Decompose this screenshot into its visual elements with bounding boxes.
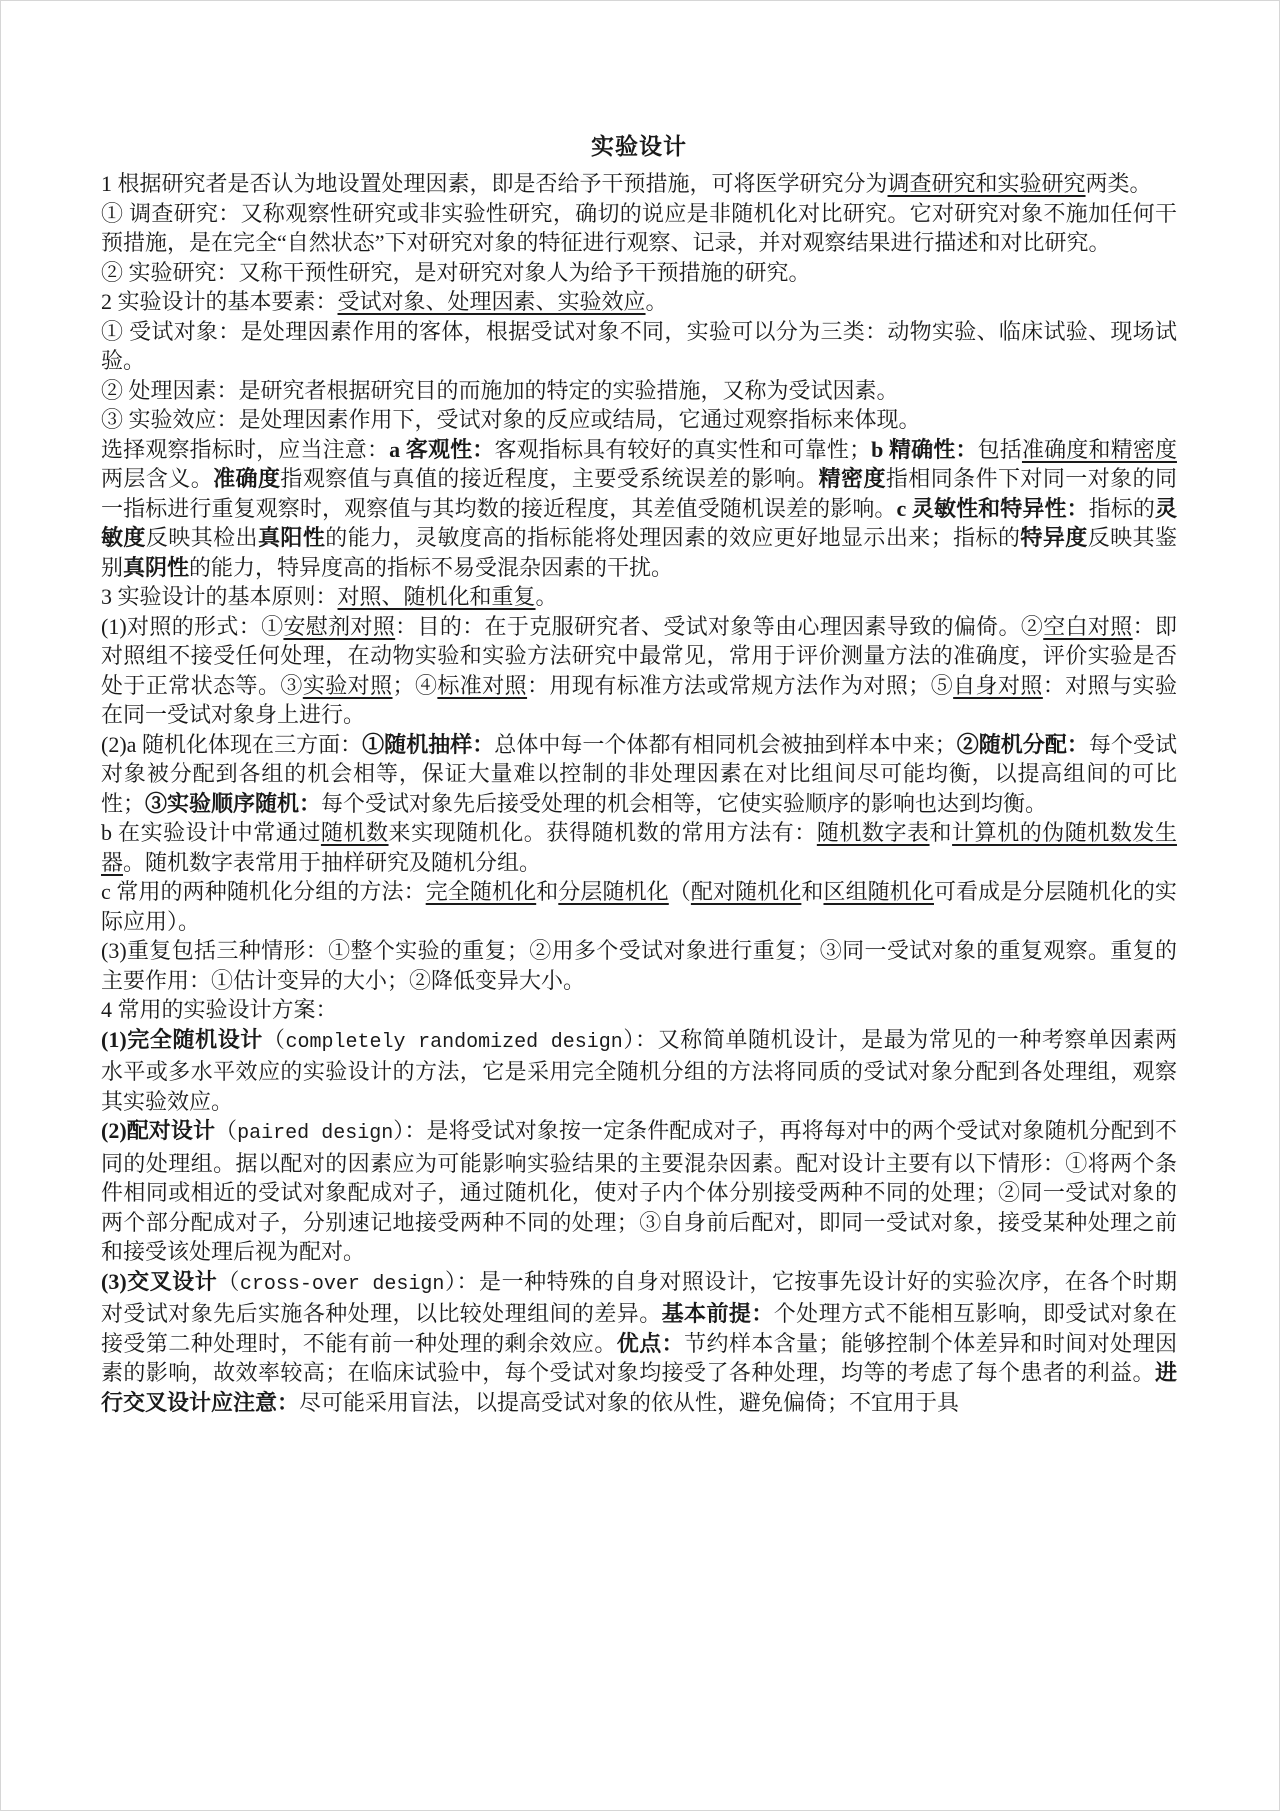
text-run: a 客观性： (389, 436, 495, 462)
paragraph-17 (101, 1116, 1177, 1267)
text-run: ：目的：在于克服研究者、受试对象等由心理因素导致的偏倚。② (395, 613, 1044, 639)
text-run: ；④ (392, 672, 438, 698)
text-run: (3)重复包括三种情形：①整个实验的重复；②用多个受试对象进行重复；③同一受试对象的重复观察。重复的主要作用：①估计变异的大小；②降低变异大小。 (101, 938, 1177, 993)
text-run: 准确度 (213, 466, 281, 491)
text-run: 调查研究和实验研究 (887, 171, 1086, 196)
text-run: completely randomized design (285, 1030, 623, 1054)
text-run: 包括 (977, 436, 1022, 462)
text-run: 和 (801, 879, 824, 904)
text-run: 精密度 (818, 466, 886, 491)
paragraph-12 (101, 818, 1177, 877)
text-run: ① 调查研究：又称观察性研究或非实验性研究，确切的说应是非随机化对比研究。它对研究对象不施加任何干预措施，是在完全“自然状态”下对研究对象的特征进行观察、记录，并对观察结果进行描述和对比研究。 (101, 200, 1177, 255)
paragraph-2 (101, 199, 1177, 258)
text-run: 。随机数字表常用于抽样研究及随机分组。 (123, 849, 542, 875)
text-run: (2)配对设计 (101, 1118, 216, 1143)
text-run: 选择观察指标时，应当注意： (101, 436, 390, 462)
text-run: 灵敏度 (101, 495, 1177, 550)
text-run: （ (215, 1118, 238, 1143)
text-run: 空白对照 (1043, 613, 1133, 639)
text-run: cross-over design (239, 1272, 445, 1296)
paragraph-10 (101, 612, 1177, 730)
text-run: paired design (237, 1122, 394, 1145)
text-run: 1 根据研究者是否认为地设置处理因素，即是否给予干预措施，可将医学研究分为 (101, 171, 888, 196)
paragraph-13 (101, 877, 1177, 936)
text-run: 的能力，灵敏度高的指标能将处理因素的效应更好地显示出来；指标的 (325, 525, 1021, 550)
paragraph-15 (101, 995, 1177, 1025)
text-run: ）：是将受试对象按一定条件配成对子，再将每对中的两个受试对象随机分配到不同的处理组。据以配对的因素应为可能影响实验结果的主要混杂因素。配对设计主要有以下情形：①将两个条件相同或相近的受试对象配成对子，通过随机化，使对子内个体分别接受两种不同的处理；②同一受试对象的两个部分配成对子，分别速记地接受两种不同的处理；③自身前后配对，即同一受试对象，接受某种处理之前和接受该处理后视为配对。 (101, 1118, 1177, 1264)
text-run: 来实现随机化。获得随机数的常用方法有： (388, 820, 817, 845)
text-run: ③实验顺序随机： (145, 790, 322, 816)
text-run: 基本前提： (661, 1301, 774, 1326)
paragraph-3 (101, 258, 1177, 288)
text-run: ）：是一种特殊的自身对照设计，它按事先设计好的实验次序，在各个时期对受试对象先后实施各种处理，以比较处理组间的差异。 (101, 1268, 1177, 1326)
text-run: 分层随机化 (558, 879, 669, 904)
text-run: 可看成是分层随机化的实际应用）。 (101, 879, 1177, 934)
text-run: 的能力，特异度高的指标不易受混杂因素的干扰。 (189, 554, 674, 580)
paragraph-11 (101, 730, 1177, 819)
text-run: （ (668, 879, 691, 904)
text-run: 。 (645, 289, 668, 314)
text-run: 反映其检出 (145, 525, 258, 550)
text-run: 个处理方式不能相互影响，即受试对象在接受第二种处理时，不能有前一种处理的剩余效应。 (101, 1301, 1177, 1356)
text-run: 标准对照 (437, 672, 528, 698)
text-run: 随机数 (320, 820, 389, 845)
text-run: 和 (536, 879, 559, 904)
text-run: 准确度和精密度 (1021, 436, 1177, 462)
paragraph-16 (101, 1025, 1177, 1117)
text-run: 两类。 (1085, 171, 1152, 196)
text-run: 完全随机化 (425, 879, 537, 904)
paragraph-4 (101, 287, 1177, 317)
text-run: ：用现有标准方法或常规方法作为对照；⑤ (527, 672, 954, 698)
text-run: 总体中每一个体都有相同机会被抽到样本中来； (494, 731, 957, 757)
text-run: 客观指标具有较好的真实性和可靠性； (494, 436, 872, 462)
text-run: b 在实验设计中常通过 (101, 820, 321, 845)
text-run: 安慰剂对照 (283, 613, 396, 639)
paragraph-7 (101, 405, 1177, 435)
text-run: 和 (929, 820, 953, 845)
text-run: 指观察值与真值的接近程度，主要受系统误差的影响。 (280, 466, 819, 491)
text-run: ② 实验研究：又称干预性研究，是对研究对象人为给予干预措施的研究。 (101, 259, 811, 285)
document-content (1, 1, 1279, 1417)
text-run: 特异度 (1020, 525, 1088, 550)
document-title: 实验设计 (591, 134, 687, 159)
text-run: 反映其鉴别 (101, 525, 1177, 580)
text-run: 3 实验设计的基本原则： (101, 584, 338, 609)
paragraph-6 (101, 376, 1177, 406)
paragraph-14 (101, 936, 1177, 995)
text-run: 真阴性 (123, 554, 190, 580)
text-run: 。 (535, 584, 558, 609)
document-body (101, 169, 1177, 1417)
text-run: 区组随机化 (823, 879, 934, 904)
text-run: 计算机的伪随机数发生器 (101, 820, 1177, 875)
text-run: 对照、随机化和重复 (337, 584, 536, 609)
paragraph-8 (101, 435, 1177, 583)
text-run: 进行交叉设计应注意： (101, 1360, 1177, 1415)
text-run: b 精确性： (871, 436, 978, 462)
text-run: 每个受试对象先后接受处理的机会相等，它使实验顺序的影响也达到均衡。 (321, 790, 1048, 816)
text-run: ① 受试对象：是处理因素作用的客体，根据受试对象不同，实验可以分为三类：动物实验、临床试验、现场试验。 (101, 318, 1177, 373)
text-run: 自身对照 (953, 672, 1043, 698)
text-run: ①随机抽样： (362, 731, 495, 757)
text-run: 随机数字表 (816, 820, 930, 845)
text-run: 受试对象、处理因素、实验效应 (337, 289, 646, 314)
text-run: ：对照与实验在同一受试对象身上进行。 (101, 672, 1177, 727)
text-run: c 常用的两种随机化分组的方法： (101, 879, 426, 904)
text-run: (1)完全随机设计 (101, 1026, 263, 1052)
text-run: 指相同条件下对同一对象的同一指标进行重复观察时，观察值与其均数的接近程度，其差值受随机误差的影响。 (101, 466, 1177, 521)
paragraph-9 (101, 582, 1177, 612)
paragraph-5 (101, 317, 1177, 376)
text-run: 4 常用的实验设计方案： (101, 997, 338, 1022)
text-run: 每个受试对象被分配到各组的机会相等，保证大量难以控制的非处理因素在对比组间尽可能均衡，以提高组间的可比性； (101, 731, 1177, 816)
text-run: ③ 实验效应：是处理因素作用下，受试对象的反应或结局，它通过观察指标来体现。 (101, 407, 921, 432)
paragraph-1 (101, 169, 1177, 199)
text-run: 2 实验设计的基本要素： (101, 289, 338, 314)
text-run: 节约样本含量；能够控制个体差异和时间对处理因素的影响，故效率较高；在临床试验中，每个受试对象均接受了各种处理，均等的考虑了每个患者的利益。 (101, 1330, 1177, 1385)
text-run: ：即对照组不接受任何处理，在动物实验和实验方法研究中最常见，常用于评价测量方法的准确度，评价实验是否处于正常状态等。③ (101, 613, 1177, 698)
text-run: 真阳性 (257, 525, 326, 550)
text-run: 配对随机化 (690, 879, 802, 904)
text-run: (3)交叉设计 (101, 1268, 218, 1294)
text-run: ）：又称简单随机设计，是最为常见的一种考察单因素两水平或多水平效应的实验设计的方法，它是采用完全随机分组的方法将同质的受试对象分配到各处理组，观察其实验效应。 (101, 1026, 1177, 1114)
text-run: 指标的 (1088, 495, 1155, 521)
text-run: (2)a 随机化体现在三方面： (101, 731, 363, 757)
text-run: (1)对照的形式：① (101, 613, 284, 639)
text-run: 尽可能采用盲法，以提高受试对象的依从性，避免偏倚；不宜用于具 (299, 1389, 960, 1415)
text-run: ② 处理因素：是研究者根据研究目的而施加的特定的实验措施，又称为受试因素。 (101, 377, 899, 403)
paragraph-18 (101, 1267, 1177, 1418)
text-run: 两层含义。 (101, 466, 214, 491)
text-run: ②随机分配： (956, 731, 1089, 757)
text-run: （ (217, 1268, 240, 1294)
text-run: （ (262, 1026, 286, 1052)
text-run: 优点： (616, 1330, 685, 1356)
text-run: c 灵敏性和特异性： (896, 495, 1089, 521)
text-run: 实验对照 (302, 672, 393, 698)
